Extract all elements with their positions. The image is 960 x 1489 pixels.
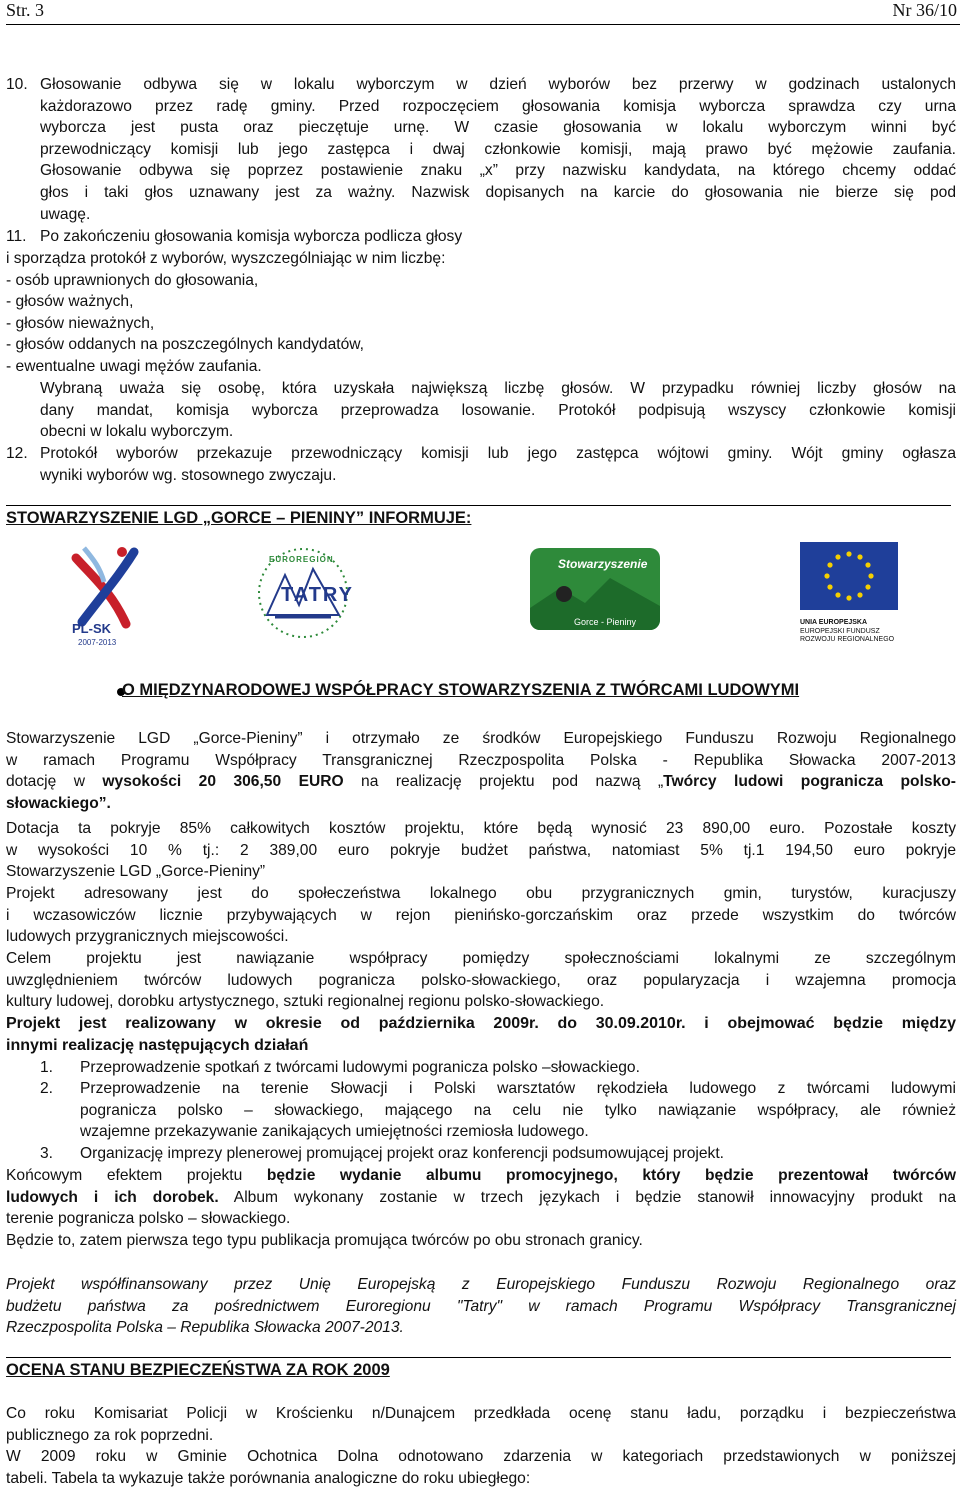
eu-logo-line1: UNIA EUROPEJSKA xyxy=(800,619,868,626)
page-number: Str. 3 xyxy=(6,0,45,20)
item-10-text xyxy=(40,74,956,225)
text-line: Protokół wyborów przekazuje przewodniczący komisji lub jego zastępca wójtowi gminy. Wójt gminy ogłasza xyxy=(40,445,956,462)
item-10-number: 10. xyxy=(6,76,28,93)
text-line: budżetu państwa za pośrednictwem Euroregionu "Tatry" w ramach Programu Współpracy Transgranicznej xyxy=(6,1297,956,1315)
text-line: ludowych przygranicznych miejscowości. xyxy=(6,928,289,946)
action-number: 2. xyxy=(40,1080,54,1097)
text-line: dany mandat, komisja wyborcza przeprowadza losowanie. Protokół podpisują wszyscy członkowie komisji xyxy=(40,401,956,419)
text-line: i sporządza protokół z wyborów, wyszczególniając w nim liczbę: xyxy=(6,250,446,267)
text-line: W 2009 roku w Gminie Ochotnica Dolna odnotowano zdarzenia w kategoriach przedstawionych w poniższej xyxy=(6,1448,956,1465)
text-line xyxy=(6,1187,956,1209)
text-line: Będzie to, zatem pierwsza tego typu publikacja promująca twórców po obu stronach granicy. xyxy=(6,1232,643,1249)
outcome-highlight: ludowych i ich dorobek. xyxy=(6,1188,219,1206)
text-line: w ramach Programu Współpracy Transgranicznej Rzeczpospolita Polska - Republika Słowacka 2007-2013 xyxy=(6,751,956,769)
text-span: dotację w xyxy=(6,773,103,791)
text-line: Projekt jest realizowany w okresie od października 2009r. do 30.09.2010r. i obejmować będzie między xyxy=(6,1015,956,1032)
text-line xyxy=(6,1165,956,1187)
paragraph-funding xyxy=(6,728,956,814)
paragraph-incidents xyxy=(6,1446,956,1489)
text-line: - głosów nieważnych, xyxy=(6,314,155,332)
action-item xyxy=(80,1143,956,1165)
paragraph-police-report xyxy=(6,1403,956,1446)
text-line: Stowarzyszenie LGD „Gorce-Pieniny” i otrzymało ze środków Europejskiego Funduszu Rozwoju Regionalnego xyxy=(6,730,956,747)
text-line: Rzeczpospolita Polska – Republika Słowacka 2007-2013. xyxy=(6,1319,404,1337)
page-header xyxy=(0,0,960,24)
text-line: publicznego za rok poprzedni. xyxy=(6,1426,214,1444)
item-11-number: 11. xyxy=(6,228,27,245)
eu-logo xyxy=(800,542,898,644)
text-line: Projekt adresowany jest do społeczeństwa lokalnego obu przygranicznych gmin, turystów, kuracjuszy xyxy=(6,885,956,902)
paragraph-publication xyxy=(6,1230,956,1252)
paragraph-costs xyxy=(6,818,956,883)
item-11-result xyxy=(40,378,956,443)
text-line: - głosów ważnych, xyxy=(6,293,134,311)
euroregion-tatry-logo xyxy=(255,545,354,641)
item-12-text xyxy=(40,443,956,486)
paragraph-goal xyxy=(6,948,956,1013)
euroregion-logo-text: EUROREGION xyxy=(269,555,334,564)
section-divider xyxy=(6,1357,951,1358)
text-line: - ewentualne uwagi mężów zaufania. xyxy=(6,357,262,375)
stowarzyszenie-logo-sub: Gorce - Pieniny xyxy=(574,617,637,627)
text-line: Przeprowadzenie spotkań z twórcami ludowymi pogranicza polsko –słowackiego. xyxy=(80,1059,640,1076)
text-line: w wysokości 10 % tj.: 2 389,00 euro pokryje budżet państwa, natomiast 5% tj.1 194,50 euro pokryje xyxy=(6,841,956,859)
eu-flag-icon xyxy=(800,542,898,612)
text-line: terenie pogranicza polsko – słowackiego. xyxy=(6,1210,291,1228)
text-line: Dotacja ta pokryje 85% całkowitych kosztów projektu, które będą wynosić 23 890,00 euro. Pozostałe koszty xyxy=(6,820,956,837)
section-title-bezpieczenstwo: OCENA STANU BEZPIECZEŃSTWA ZA ROK 2009 xyxy=(6,1361,390,1379)
text-line: Co roku Komisariat Policji w Krościenku n/Dunajcem przedkłada ocenę stanu ładu, porządku i bezpieczeństwa xyxy=(6,1405,956,1422)
eu-logo-line2: EUROPEJSKI FUNDUSZ xyxy=(800,628,880,635)
plsk-logo-text: PL-SK xyxy=(72,621,111,636)
section-title-stowarzyszenie: STOWARZYSZENIE LGD „GORCE – PIENINY” INFORMUJE: xyxy=(6,509,472,527)
text-span: Końcowym efektem projektu xyxy=(6,1167,267,1184)
text-span: na realizację projektu pod nazwą „ xyxy=(343,773,664,791)
issue-number: Nr 36/10 xyxy=(892,0,957,20)
text-line: Wybraną uważa się osobę, która uzyskała największą liczbę głosów. W przypadku równiej liczby głosów na xyxy=(40,380,956,397)
text-line: wzajemne przekazywanie zanikających umiejętności rzemiosła ludowego. xyxy=(80,1123,589,1141)
text-span: Album wykonany zostanie w trzech językach i będzie stanowił innowacyjny produkt na xyxy=(218,1188,956,1206)
text-line: tabeli. Tabela ta wykazuje także porównania analogiczne do roku ubiegłego: xyxy=(6,1469,531,1487)
text-line: kultury ludowej, dorobku artystycznego, sztuki regionalnej regionu polsko-słowackiego. xyxy=(6,993,605,1011)
item-11-text xyxy=(40,226,956,248)
funding-amount: wysokości 20 306,50 EURO xyxy=(102,773,344,791)
paragraph-timeline xyxy=(6,1013,956,1056)
text-line: - osób uprawnionych do głosowania, xyxy=(6,271,259,289)
plsk-logo xyxy=(64,538,150,647)
text-line: wyniki wyborów wg. stosownego zwyczaju. xyxy=(40,466,337,484)
header-rule xyxy=(6,24,960,25)
text-line: pogranicza polsko – słowackiego, mającego na celu nie tylko nawiązanie współpracy, ale również xyxy=(80,1101,956,1119)
text-line: Celem projektu jest nawiązanie współpracy pomiędzy społecznościami lokalnymi ze szczególnym xyxy=(6,950,956,967)
text-line: wyborcza jest pusta oraz pieczętuje urnę. W czasie głosowania w lokalu wyborczym winni być xyxy=(40,119,956,137)
text-line: Organizację imprezy plenerowej promującej projekt oraz konferencji podsumowującej projekt. xyxy=(80,1145,724,1162)
project-name-end: słowackiego”. xyxy=(6,794,111,812)
text-line: Głosowanie odbywa się poprzez postawienie znaku „x” przy nazwisku kandydata, na którego chcemy oddać xyxy=(40,162,956,180)
project-name: Twórcy ludowi pogranicza polsko- xyxy=(663,773,956,791)
text-line: Przeprowadzenie na terenie Słowacji i Polski warsztatów rękodzieła ludowego z twórcami ludowymi xyxy=(80,1080,956,1097)
outcome-highlight: będzie wydanie albumu promocyjnego, który będzie prezentował twórców xyxy=(266,1167,956,1184)
section-divider xyxy=(6,505,951,506)
paragraph-audience xyxy=(6,883,956,948)
paragraph-cofinancing xyxy=(6,1274,956,1339)
stowarzyszenie-logo-text: Stowarzyszenie xyxy=(558,557,648,571)
bullet-heading: O MIĘDZYNARODOWEJ WSPÓŁPRACY STOWARZYSZENIA Z TWÓRCAMI LUDOWYMI xyxy=(122,681,800,699)
plsk-logo-sub: 2007-2013 xyxy=(78,638,117,647)
action-item xyxy=(80,1057,956,1079)
text-line: Projekt współfinansowany przez Unię Europejską z Europejskiego Funduszu Rozwoju Regionalnego oraz xyxy=(6,1276,956,1293)
text-line: głos i taki głos uznawany jest za ważny. Nazwisk dopisanych na karcie do głosowania nie bierze się pod xyxy=(40,183,956,201)
eu-logo-line3: ROZWOJU REGIONALNEGO xyxy=(800,636,895,643)
text-line: Głosowanie odbywa się w lokalu wyborczym w dzień wyborów bez przerwy w godzinach ustalonych xyxy=(40,76,956,93)
item-11-list xyxy=(6,248,956,378)
text-line: przewodniczący komisji lub jego zastępca i dwaj członkowie komisji, mają prawo być mężowie zaufania. xyxy=(40,140,956,158)
text-line: obecni w lokalu wyborczym. xyxy=(40,423,234,441)
text-line: innymi realizację następujących działań xyxy=(6,1036,309,1054)
text-line: - głosów oddanych na poszczególnych kandydatów, xyxy=(6,336,365,354)
stowarzyszenie-logo xyxy=(530,548,660,630)
action-number: 1. xyxy=(40,1059,54,1076)
paragraph-outcome xyxy=(6,1165,956,1230)
text-line: Stowarzyszenie LGD „Gorce-Pieniny” xyxy=(6,863,266,881)
text-line: uwzględnieniem twórców ludowych pogranicza polsko-słowackiego, oraz popularyzacja i wzajemna promocja xyxy=(6,971,956,989)
text-line: i wczasowiczów licznie przybywających w rejon pienińsko-gorczańskim oraz przede wszystkim do twórców xyxy=(6,906,956,924)
euroregion-logo-sub: TATRY xyxy=(281,584,354,606)
action-number: 3. xyxy=(40,1145,54,1162)
text-line: uwagę. xyxy=(40,205,91,223)
text-line: Po zakończeniu głosowania komisja wyborcza podlicza głosy xyxy=(40,228,463,245)
text-line xyxy=(6,771,956,793)
item-12-number: 12. xyxy=(6,445,28,462)
action-item xyxy=(80,1078,956,1143)
text-line: każdorazowo przez radę gminy. Przed rozpoczęciem głosowania komisja wyborcza sprawdza czy urna xyxy=(40,97,956,115)
